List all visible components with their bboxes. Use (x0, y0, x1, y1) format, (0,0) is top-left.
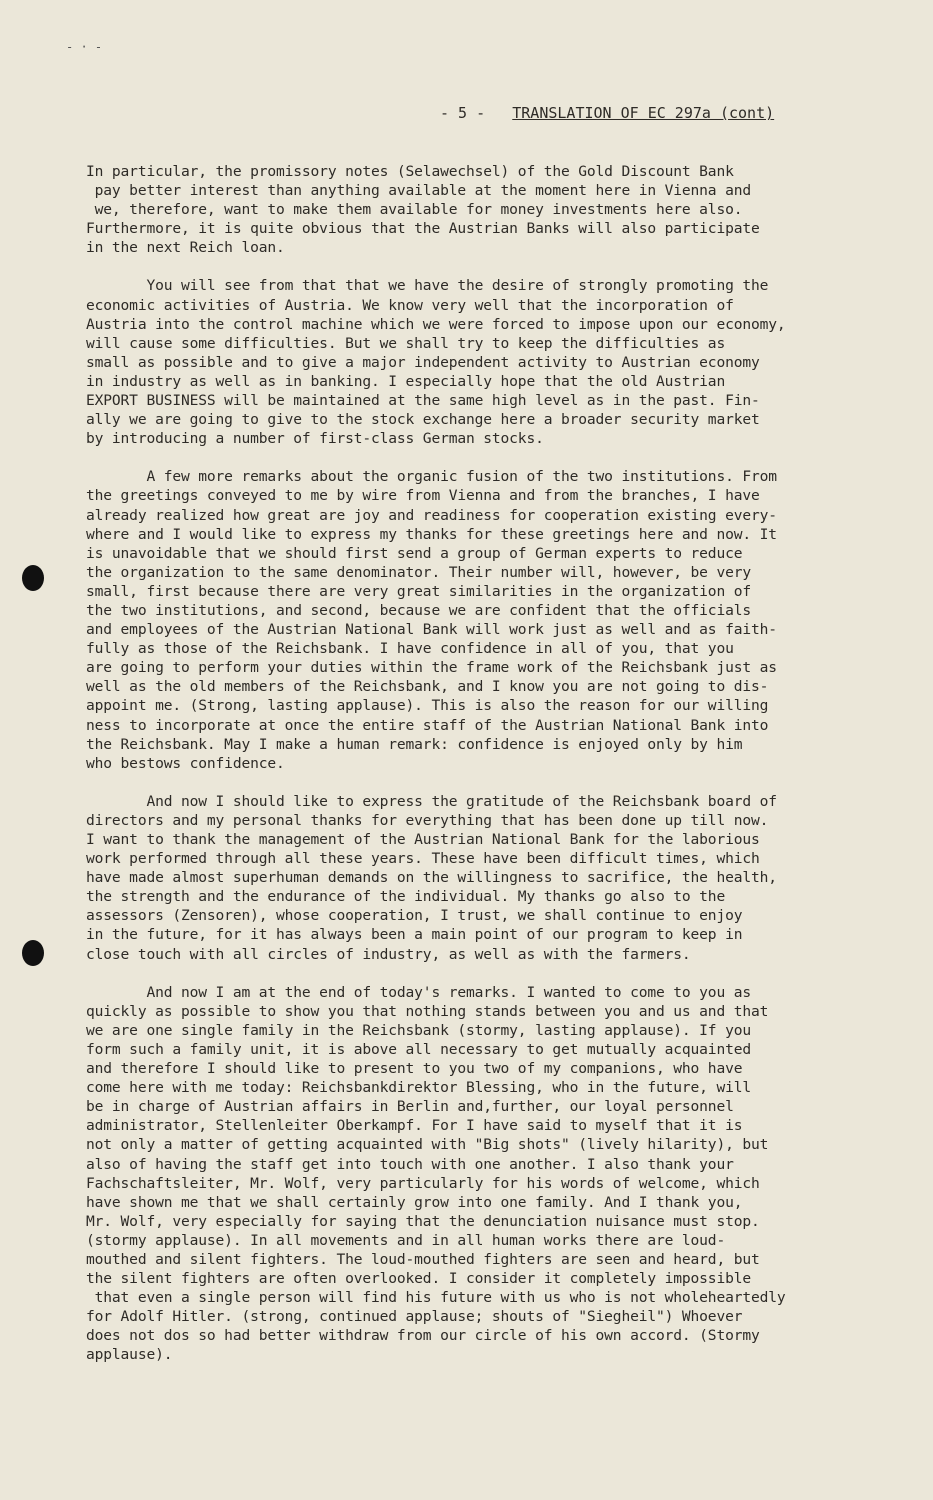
paragraph (86, 983, 886, 1365)
text-line: applause). (86, 1346, 173, 1364)
text-line: A few more remarks about the organic fusion of the two institutions. From (86, 468, 777, 486)
text-line: (stormy applause). In all movements and in all human works there are loud- (86, 1231, 726, 1249)
text-line: small, first because there are very great similarities in the organization of (86, 582, 751, 600)
text-line: be in charge of Austrian affairs in Berlin and,further, our loyal personnel (86, 1098, 734, 1116)
text-line: come here with me today: Reichsbankdirektor Blessing, who in the future, will (86, 1079, 751, 1097)
text-line: the strength and the endurance of the individual. My thanks go also to the (86, 888, 726, 906)
text-line: work performed through all these years. These have been difficult times, which (86, 850, 760, 868)
text-line: Furthermore, it is quite obvious that the Austrian Banks will also participate (86, 220, 760, 238)
text-line: fully as those of the Reichsbank. I have confidence in all of you, that you (86, 640, 734, 658)
text-line: the silent fighters are often overlooked. I consider it completely impossible (86, 1270, 751, 1288)
text-line: appoint me. (Strong, lasting applause). This is also the reason for our willing (86, 697, 769, 715)
text-line: mouthed and silent fighters. The loud-mouthed fighters are seen and heard, but (86, 1250, 760, 1268)
paragraph (86, 792, 886, 964)
text-line: close touch with all circles of industry, as well as with the farmers. (86, 945, 691, 963)
text-line: we are one single family in the Reichsbank (stormy, lasting applause). If you (86, 1021, 751, 1039)
text-line: in the future, for it has always been a main point of our program to keep in (86, 926, 743, 944)
text-line: ally we are going to give to the stock exchange here a broader security market (86, 411, 760, 429)
text-line: for Adolf Hitler. (strong, continued applause; shouts of "Siegheil") Whoever (86, 1308, 743, 1326)
text-line: does not dos so had better withdraw from our circle of his own accord. (Stormy (86, 1327, 760, 1345)
text-line: Austria into the control machine which we were forced to impose upon our economy, (86, 315, 786, 333)
text-line: quickly as possible to show you that nothing stands between you and us and that (86, 1002, 769, 1020)
text-line: ness to incorporate at once the entire staff of the Austrian National Bank into (86, 716, 769, 734)
text-line: the organization to the same denominator. Their number will, however, be very (86, 563, 751, 581)
punch-hole-lower (22, 940, 44, 966)
translation-reference: TRANSLATION OF EC 297a (cont) (512, 104, 775, 122)
text-line: and employees of the Austrian National Bank will work just as well and as faith- (86, 621, 777, 639)
paragraph (86, 467, 886, 773)
text-line: in the next Reich loan. (86, 239, 285, 257)
text-line: who bestows confidence. (86, 754, 285, 772)
text-line: are going to perform your duties within the frame work of the Reichsbank just as (86, 659, 777, 677)
text-line: also of having the staff get into touch with one another. I also thank your (86, 1155, 734, 1173)
text-line: small as possible and to give a major independent activity to Austrian economy (86, 353, 760, 371)
text-line: Mr. Wolf, very especially for saying that the denunciation nuisance must stop. (86, 1212, 760, 1230)
text-line: I want to thank the management of the Austrian National Bank for the laborious (86, 831, 760, 848)
text-line: pay better interest than anything available at the moment here in Vienna and (86, 182, 751, 200)
text-line: the Reichsbank. May I make a human remark: confidence is enjoyed only by him (86, 735, 743, 753)
text-line: by introducing a number of first-class German stocks. (86, 430, 544, 448)
body-text (86, 162, 886, 1384)
text-line: And now I should like to express the gratitude of the Reichsbank board of (86, 792, 777, 810)
text-line: is unavoidable that we should first send a group of German experts to reduce (86, 544, 743, 562)
text-line: assessors (Zensoren), whose cooperation, I trust, we shall continue to enjoy (86, 907, 743, 925)
text-line: economic activities of Austria. We know very well that the incorporation of (86, 296, 734, 314)
text-line: directors and my personal thanks for everything that has been done up till now. (86, 811, 769, 829)
text-line: and therefore I should like to present to you two of my companions, who have (86, 1060, 743, 1078)
text-line: we, therefore, want to make them available for money investments here also. (86, 201, 743, 219)
paragraph (86, 276, 886, 448)
text-line: well as the old members of the Reichsbank, and I know you are not going to dis- (86, 678, 769, 696)
text-line: form such a family unit, it is above all necessary to get mutually acquainted (86, 1040, 751, 1058)
text-line: where and I would like to express my thanks for these greetings here and now. It (86, 525, 777, 543)
paragraph (86, 162, 886, 257)
page-header (440, 104, 774, 122)
text-line: have made almost superhuman demands on the willingness to sacrifice, the health, (86, 869, 777, 887)
text-line: EXPORT BUSINESS will be maintained at the same high level as in the past. Fin- (86, 392, 760, 410)
text-line: administrator, Stellenleiter Oberkampf. For I have said to myself that it is (86, 1117, 743, 1135)
punch-hole-upper (22, 565, 44, 591)
text-line: Fachschaftsleiter, Mr. Wolf, very particularly for his words of welcome, which (86, 1174, 760, 1192)
page-number: - 5 - (440, 104, 486, 122)
text-line: not only a matter of getting acquainted with "Big shots" (lively hilarity), but (86, 1136, 769, 1154)
text-line: will cause some difficulties. But we shall try to keep the difficulties as (86, 334, 726, 352)
text-line: the two institutions, and second, because we are confident that the officials (86, 601, 751, 619)
text-line: already realized how great are joy and readiness for cooperation existing every- (86, 506, 777, 524)
text-line: And now I am at the end of today's remarks. I wanted to come to you as (86, 983, 751, 1001)
text-line: the greetings conveyed to me by wire from Vienna and from the branches, I have (86, 487, 760, 505)
margin-mark: - · - (66, 40, 103, 54)
text-line: that even a single person will find his future with us who is not wholeheartedly (86, 1289, 786, 1307)
text-line: in industry as well as in banking. I especially hope that the old Austrian (86, 372, 726, 390)
text-line: In particular, the promissory notes (Selawechsel) of the Gold Discount Bank (86, 163, 734, 180)
text-line: You will see from that that we have the desire of strongly promoting the (86, 277, 769, 295)
text-line: have shown me that we shall certainly grow into one family. And I thank you, (86, 1193, 743, 1211)
